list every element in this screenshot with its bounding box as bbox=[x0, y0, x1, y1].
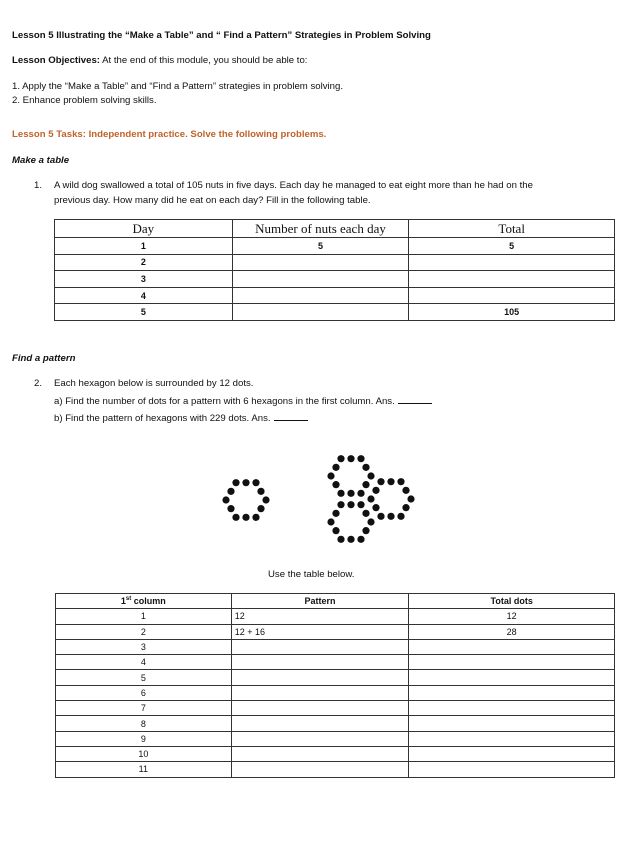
total-cell[interactable]: 105 bbox=[409, 304, 615, 321]
tasks-heading: Lesson 5 Tasks: Independent practice. Solve the following problems. bbox=[12, 129, 327, 140]
dot bbox=[357, 501, 364, 508]
dot bbox=[337, 455, 344, 462]
objectives-line bbox=[12, 55, 307, 66]
header-total-dots: Total dots bbox=[409, 594, 615, 609]
day-cell: 5 bbox=[55, 304, 233, 321]
use-table-note: Use the table below. bbox=[268, 569, 355, 580]
dot bbox=[232, 514, 239, 521]
first-column-cell: 11 bbox=[56, 762, 232, 777]
dot bbox=[242, 479, 249, 486]
header-nuts-each-day: Number of nuts each day bbox=[232, 220, 409, 238]
table-row bbox=[55, 254, 615, 271]
hexagon-dots-figure bbox=[200, 438, 430, 553]
problem-1-line-2: previous day. How many did he eat on each day? Fill in the following table. bbox=[54, 195, 371, 206]
dot bbox=[242, 514, 249, 521]
total-dots-cell[interactable] bbox=[409, 716, 615, 731]
objective-item-2: 2. Enhance problem solving skills. bbox=[12, 95, 157, 106]
dot bbox=[377, 513, 384, 520]
dot bbox=[362, 464, 369, 471]
dot bbox=[332, 464, 339, 471]
table-row bbox=[56, 670, 615, 685]
dot bbox=[402, 504, 409, 511]
dot bbox=[357, 490, 364, 497]
total-cell[interactable] bbox=[409, 287, 615, 304]
hexagon-bottom-dots bbox=[327, 501, 374, 543]
pattern-table-header bbox=[56, 594, 615, 609]
pattern-cell[interactable] bbox=[231, 762, 409, 777]
total-cell[interactable] bbox=[409, 271, 615, 288]
first-column-cell: 1 bbox=[56, 609, 232, 624]
dot bbox=[252, 479, 259, 486]
question-b bbox=[54, 413, 308, 424]
dot bbox=[337, 501, 344, 508]
dot bbox=[332, 481, 339, 488]
first-column-cell: 2 bbox=[56, 624, 232, 639]
answer-b-blank[interactable] bbox=[274, 420, 308, 421]
objectives-label: Lesson Objectives: bbox=[12, 55, 100, 66]
dot bbox=[347, 490, 354, 497]
dot bbox=[367, 495, 374, 502]
dot bbox=[227, 488, 234, 495]
table-row bbox=[56, 655, 615, 670]
nuts-cell[interactable] bbox=[232, 287, 409, 304]
dot bbox=[332, 510, 339, 517]
pattern-cell[interactable]: 12 + 16 bbox=[231, 624, 409, 639]
pattern-cell[interactable] bbox=[231, 670, 409, 685]
table-row bbox=[56, 624, 615, 639]
dot bbox=[347, 501, 354, 508]
header-total: Total bbox=[409, 220, 615, 238]
dot bbox=[232, 479, 239, 486]
nuts-table-header bbox=[55, 220, 615, 238]
day-cell: 3 bbox=[55, 271, 233, 288]
dot bbox=[327, 518, 334, 525]
table-row bbox=[56, 746, 615, 761]
dot bbox=[387, 513, 394, 520]
dot bbox=[357, 536, 364, 543]
table-row bbox=[55, 238, 615, 255]
nuts-cell[interactable]: 5 bbox=[232, 238, 409, 255]
dot bbox=[337, 536, 344, 543]
table-row bbox=[56, 716, 615, 731]
dot bbox=[257, 488, 264, 495]
hexagon-top-dots bbox=[327, 455, 374, 497]
question-a bbox=[54, 396, 432, 407]
dot bbox=[377, 478, 384, 485]
dot bbox=[262, 496, 269, 503]
find-pattern-heading: Find a pattern bbox=[12, 353, 76, 364]
answer-a-blank[interactable] bbox=[398, 403, 432, 404]
dot bbox=[362, 510, 369, 517]
dot bbox=[367, 472, 374, 479]
total-dots-cell[interactable]: 12 bbox=[409, 609, 615, 624]
table-row bbox=[56, 685, 615, 700]
dot bbox=[397, 513, 404, 520]
problem-1-number: 1. bbox=[34, 180, 43, 191]
pattern-cell[interactable] bbox=[231, 685, 409, 700]
first-column-cell: 10 bbox=[56, 746, 232, 761]
dot bbox=[402, 487, 409, 494]
total-dots-cell[interactable] bbox=[409, 670, 615, 685]
nuts-cell[interactable] bbox=[232, 254, 409, 271]
single-hexagon-dots bbox=[222, 479, 269, 521]
dot bbox=[387, 478, 394, 485]
day-cell: 2 bbox=[55, 254, 233, 271]
question-b-text: b) Find the pattern of hexagons with 229 dots. Ans. bbox=[54, 413, 271, 424]
dot bbox=[357, 455, 364, 462]
hexagon-right-dots bbox=[367, 478, 414, 520]
dot bbox=[407, 495, 414, 502]
total-dots-cell[interactable] bbox=[409, 655, 615, 670]
pattern-cell[interactable] bbox=[231, 655, 409, 670]
dot bbox=[222, 496, 229, 503]
table-row bbox=[56, 609, 615, 624]
total-dots-cell[interactable] bbox=[409, 746, 615, 761]
header-first-column: 1st column bbox=[56, 594, 232, 609]
first-column-cell: 5 bbox=[56, 670, 232, 685]
table-row bbox=[55, 287, 615, 304]
table-row bbox=[55, 271, 615, 288]
dot bbox=[372, 487, 379, 494]
dot bbox=[252, 514, 259, 521]
total-dots-cell[interactable] bbox=[409, 685, 615, 700]
total-dots-cell[interactable] bbox=[409, 762, 615, 777]
day-cell: 1 bbox=[55, 238, 233, 255]
first-column-cell: 6 bbox=[56, 685, 232, 700]
table-row bbox=[56, 639, 615, 654]
table-row bbox=[56, 731, 615, 746]
total-dots-cell[interactable] bbox=[409, 639, 615, 654]
dot bbox=[367, 518, 374, 525]
problem-2-line-1: Each hexagon below is surrounded by 12 dots. bbox=[54, 378, 254, 389]
total-cell[interactable] bbox=[409, 254, 615, 271]
objective-item-1: 1. Apply the “Make a Table” and “Find a Pattern” strategies in problem solving. bbox=[12, 81, 343, 92]
total-dots-cell[interactable]: 28 bbox=[409, 624, 615, 639]
problem-2-number: 2. bbox=[34, 378, 43, 389]
header-day: Day bbox=[55, 220, 233, 238]
first-column-cell: 7 bbox=[56, 701, 232, 716]
dot bbox=[257, 505, 264, 512]
pattern-cell[interactable] bbox=[231, 746, 409, 761]
dot bbox=[227, 505, 234, 512]
dot bbox=[372, 504, 379, 511]
dot bbox=[347, 455, 354, 462]
dot bbox=[332, 527, 339, 534]
total-cell[interactable]: 5 bbox=[409, 238, 615, 255]
pattern-cell[interactable] bbox=[231, 639, 409, 654]
problem-1-line-1: A wild dog swallowed a total of 105 nuts in five days. Each day he managed to eat eight more than he had on the bbox=[54, 180, 533, 191]
pattern-table bbox=[55, 593, 615, 778]
pattern-cell[interactable]: 12 bbox=[231, 609, 409, 624]
nuts-cell[interactable] bbox=[232, 304, 409, 321]
question-a-text: a) Find the number of dots for a pattern with 6 hexagons in the first column. Ans. bbox=[54, 396, 395, 407]
first-column-cell: 8 bbox=[56, 716, 232, 731]
nuts-table bbox=[54, 219, 615, 321]
dot bbox=[327, 472, 334, 479]
objectives-text: At the end of this module, you should be able to: bbox=[102, 55, 308, 66]
dot bbox=[347, 536, 354, 543]
header-pattern: Pattern bbox=[231, 594, 409, 609]
dot bbox=[397, 478, 404, 485]
first-column-cell: 3 bbox=[56, 639, 232, 654]
pattern-cell[interactable] bbox=[231, 731, 409, 746]
total-dots-cell[interactable] bbox=[409, 731, 615, 746]
dot bbox=[337, 490, 344, 497]
nuts-cell[interactable] bbox=[232, 271, 409, 288]
table-row bbox=[56, 762, 615, 777]
table-row bbox=[55, 304, 615, 321]
first-column-cell: 9 bbox=[56, 731, 232, 746]
day-cell: 4 bbox=[55, 287, 233, 304]
dot bbox=[362, 527, 369, 534]
pattern-cell[interactable] bbox=[231, 716, 409, 731]
total-dots-cell[interactable] bbox=[409, 701, 615, 716]
lesson-title: Lesson 5 Illustrating the “Make a Table” and “ Find a Pattern” Strategies in Problem Solving bbox=[12, 30, 431, 41]
dot bbox=[362, 481, 369, 488]
make-table-heading: Make a table bbox=[12, 155, 70, 166]
pattern-cell[interactable] bbox=[231, 701, 409, 716]
table-row bbox=[56, 701, 615, 716]
first-column-cell: 4 bbox=[56, 655, 232, 670]
